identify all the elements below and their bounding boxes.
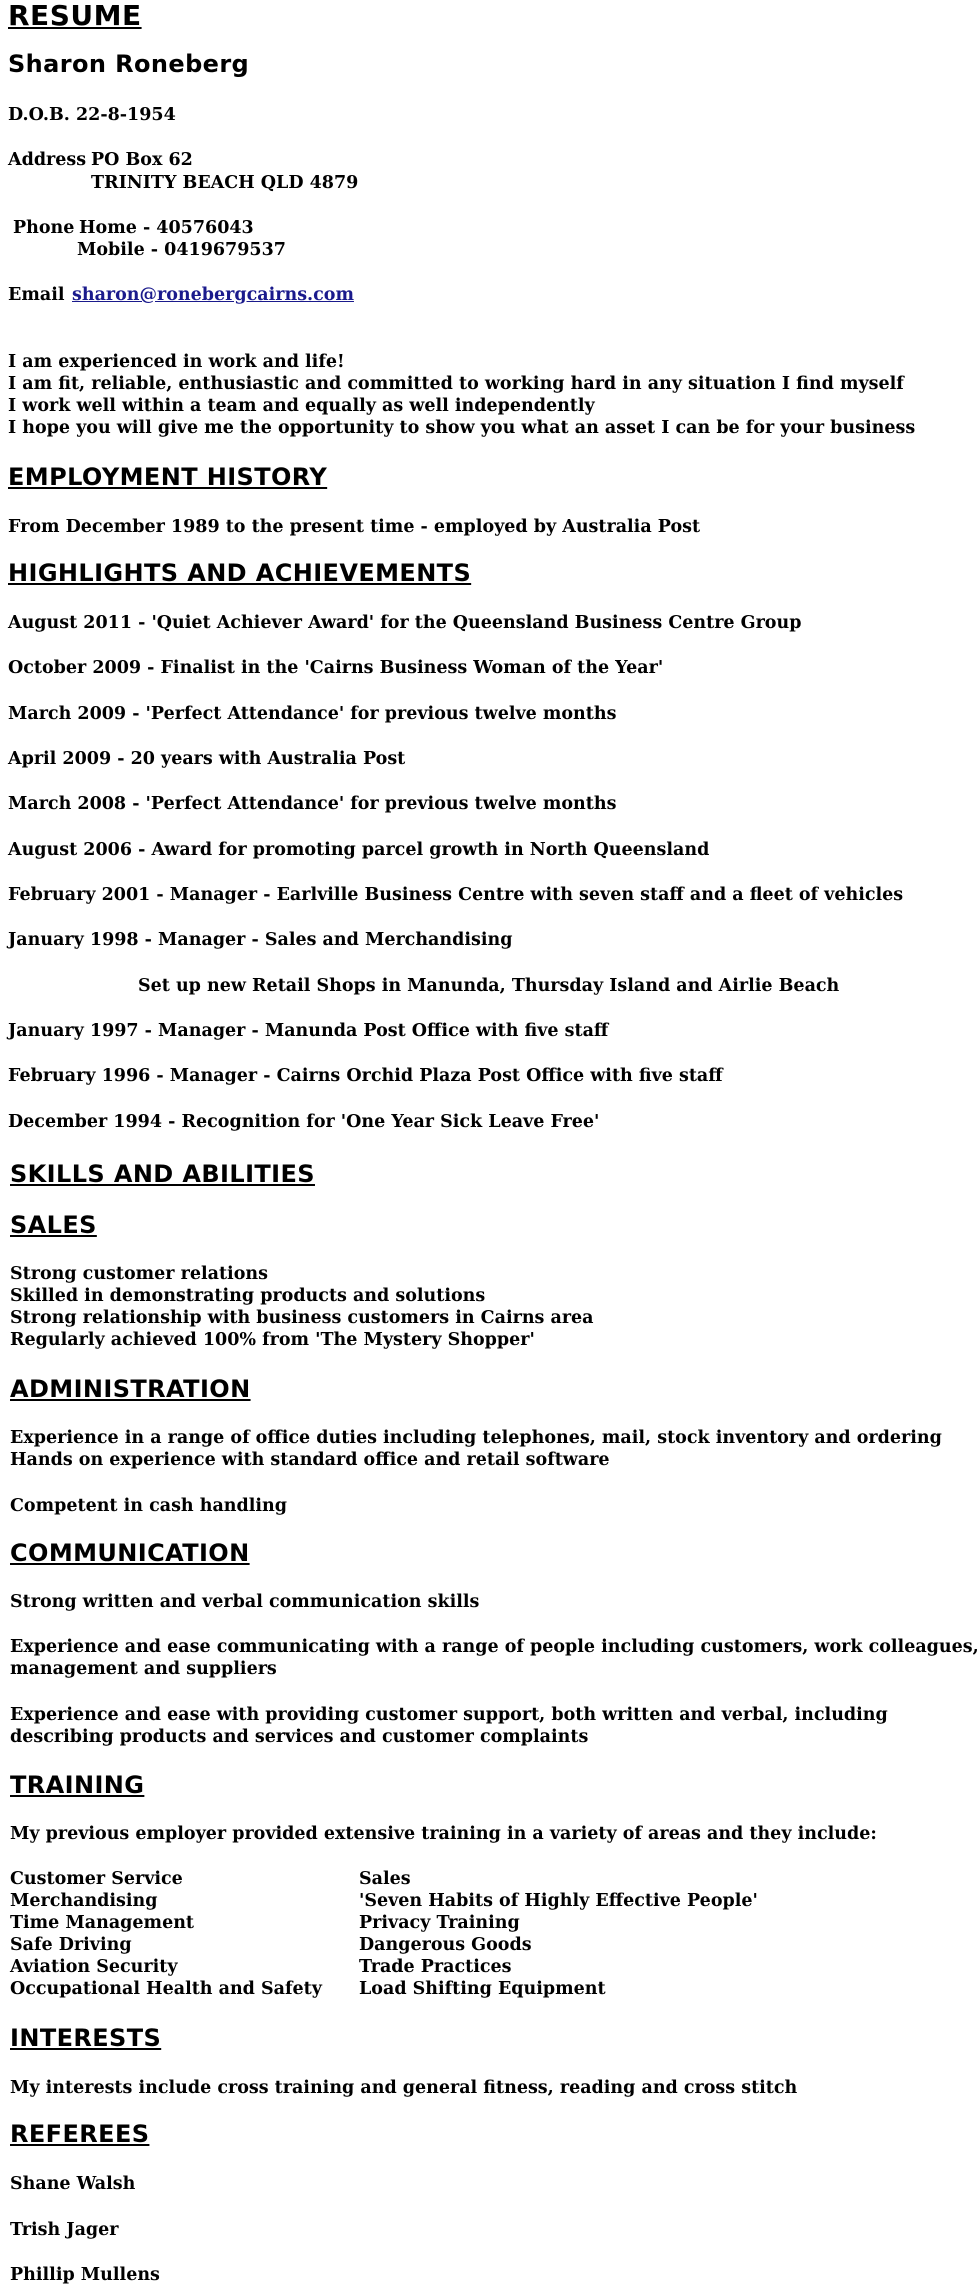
communication-paragraph: Strong written and verbal communication skills — [10, 1592, 480, 1612]
communication-paragraph — [10, 1636, 979, 1680]
training-item: Load Shifting Equipment — [359, 1979, 606, 1999]
address-label: Address — [8, 150, 87, 170]
address-line-1: PO Box 62 — [91, 150, 193, 170]
highlight-item: August 2006 - Award for promoting parcel growth in North Queensland — [8, 840, 710, 860]
training-item: Occupational Health and Safety — [10, 1979, 322, 1999]
sales-line: Strong customer relations — [10, 1264, 268, 1284]
address-line-2: TRINITY BEACH QLD 4879 — [91, 173, 359, 193]
highlight-item: August 2011 - 'Quiet Achiever Award' for the Queensland Business Centre Group — [8, 613, 802, 633]
highlight-item: March 2009 - 'Perfect Attendance' for previous twelve months — [8, 704, 617, 724]
training-item: Privacy Training — [359, 1913, 520, 1933]
intro-line: I work well within a team and equally as well independently — [8, 396, 595, 416]
administration-line: Hands on experience with standard office and retail software — [10, 1450, 610, 1470]
highlight-item: February 2001 - Manager - Earlville Business Centre with seven staff and a fleet of vehicles — [8, 885, 904, 905]
training-list-right — [359, 1868, 758, 2000]
interests-heading: INTERESTS — [10, 2024, 162, 2052]
resume-heading: RESUME — [8, 0, 142, 32]
skills-heading: SKILLS AND ABILITIES — [10, 1160, 315, 1188]
communication-paragraph — [10, 1704, 888, 1748]
referee-name: Trish Jager — [10, 2220, 119, 2240]
training-item: Customer Service — [10, 1869, 183, 1889]
communication-line: Experience and ease with providing customer support, both written and verbal, including — [10, 1705, 888, 1725]
referees-heading: REFEREES — [10, 2120, 150, 2148]
training-heading: TRAINING — [10, 1771, 145, 1799]
sales-line: Regularly achieved 100% from 'The Mystery Shopper' — [10, 1330, 535, 1350]
training-item: Trade Practices — [359, 1957, 512, 1977]
employment-text: From December 1989 to the present time - employed by Australia Post — [8, 517, 701, 537]
intro-line: I am experienced in work and life! — [8, 352, 345, 372]
training-item: 'Seven Habits of Highly Effective People' — [359, 1891, 758, 1911]
administration-list — [10, 1427, 942, 1471]
intro-line: I am fit, reliable, enthusiastic and committed to working hard in any situation I find myself — [8, 374, 904, 394]
highlight-item: March 2008 - 'Perfect Attendance' for previous twelve months — [8, 794, 617, 814]
training-item: Time Management — [10, 1913, 195, 1933]
sales-line: Strong relationship with business customers in Cairns area — [10, 1308, 594, 1328]
sales-heading: SALES — [10, 1211, 97, 1239]
employment-heading: EMPLOYMENT HISTORY — [8, 463, 328, 491]
email-label: Email — [8, 285, 65, 305]
highlight-item: January 1997 - Manager - Manunda Post Office with five staff — [8, 1021, 609, 1041]
dob-label: D.O.B. — [8, 105, 70, 125]
communication-line: describing products and services and customer complaints — [10, 1727, 589, 1747]
training-item: Sales — [359, 1869, 411, 1889]
highlight-item: December 1994 - Recognition for 'One Year Sick Leave Free' — [8, 1112, 600, 1132]
training-item: Safe Driving — [10, 1935, 132, 1955]
administration-extra: Competent in cash handling — [10, 1496, 288, 1516]
dob-value: 22-8-1954 — [76, 105, 176, 125]
training-item: Dangerous Goods — [359, 1935, 532, 1955]
communication-line: Experience and ease communicating with a range of people including customers, work colleagues, — [10, 1637, 979, 1657]
interests-text: My interests include cross training and general fitness, reading and cross stitch — [10, 2078, 798, 2098]
training-intro: My previous employer provided extensive training in a variety of areas and they include: — [10, 1824, 877, 1844]
email-link[interactable]: sharon@ronebergcairns.com — [72, 285, 354, 305]
highlight-item: January 1998 - Manager - Sales and Merchandising — [8, 930, 513, 950]
highlight-subitem: Set up new Retail Shops in Manunda, Thursday Island and Airlie Beach — [138, 976, 840, 996]
intro-paragraph — [8, 351, 915, 439]
communication-line: management and suppliers — [10, 1659, 277, 1679]
sales-line: Skilled in demonstrating products and solutions — [10, 1286, 486, 1306]
sales-list — [10, 1263, 594, 1351]
highlight-item: October 2009 - Finalist in the 'Cairns Business Woman of the Year' — [8, 658, 664, 678]
administration-line: Experience in a range of office duties including telephones, mail, stock inventory and ordering — [10, 1428, 942, 1448]
training-item: Aviation Security — [10, 1957, 178, 1977]
referee-name: Shane Walsh — [10, 2174, 136, 2194]
training-list-left — [10, 1868, 322, 2000]
training-item: Merchandising — [10, 1891, 158, 1911]
communication-heading: COMMUNICATION — [10, 1539, 250, 1567]
highlight-item: April 2009 - 20 years with Australia Post — [8, 749, 406, 769]
highlights-heading: HIGHLIGHTS AND ACHIEVEMENTS — [8, 559, 472, 587]
highlight-item: February 1996 - Manager - Cairns Orchid Plaza Post Office with five staff — [8, 1066, 723, 1086]
referee-name: Phillip Mullens — [10, 2265, 160, 2285]
person-name: Sharon Roneberg — [8, 50, 250, 78]
intro-line: I hope you will give me the opportunity to show you what an asset I can be for your business — [8, 418, 916, 438]
phone-mobile: Mobile - 0419679537 — [77, 240, 286, 260]
phone-label: Phone — [13, 218, 75, 238]
phone-home: Home - 40576043 — [79, 218, 254, 238]
administration-heading: ADMINISTRATION — [10, 1375, 251, 1403]
